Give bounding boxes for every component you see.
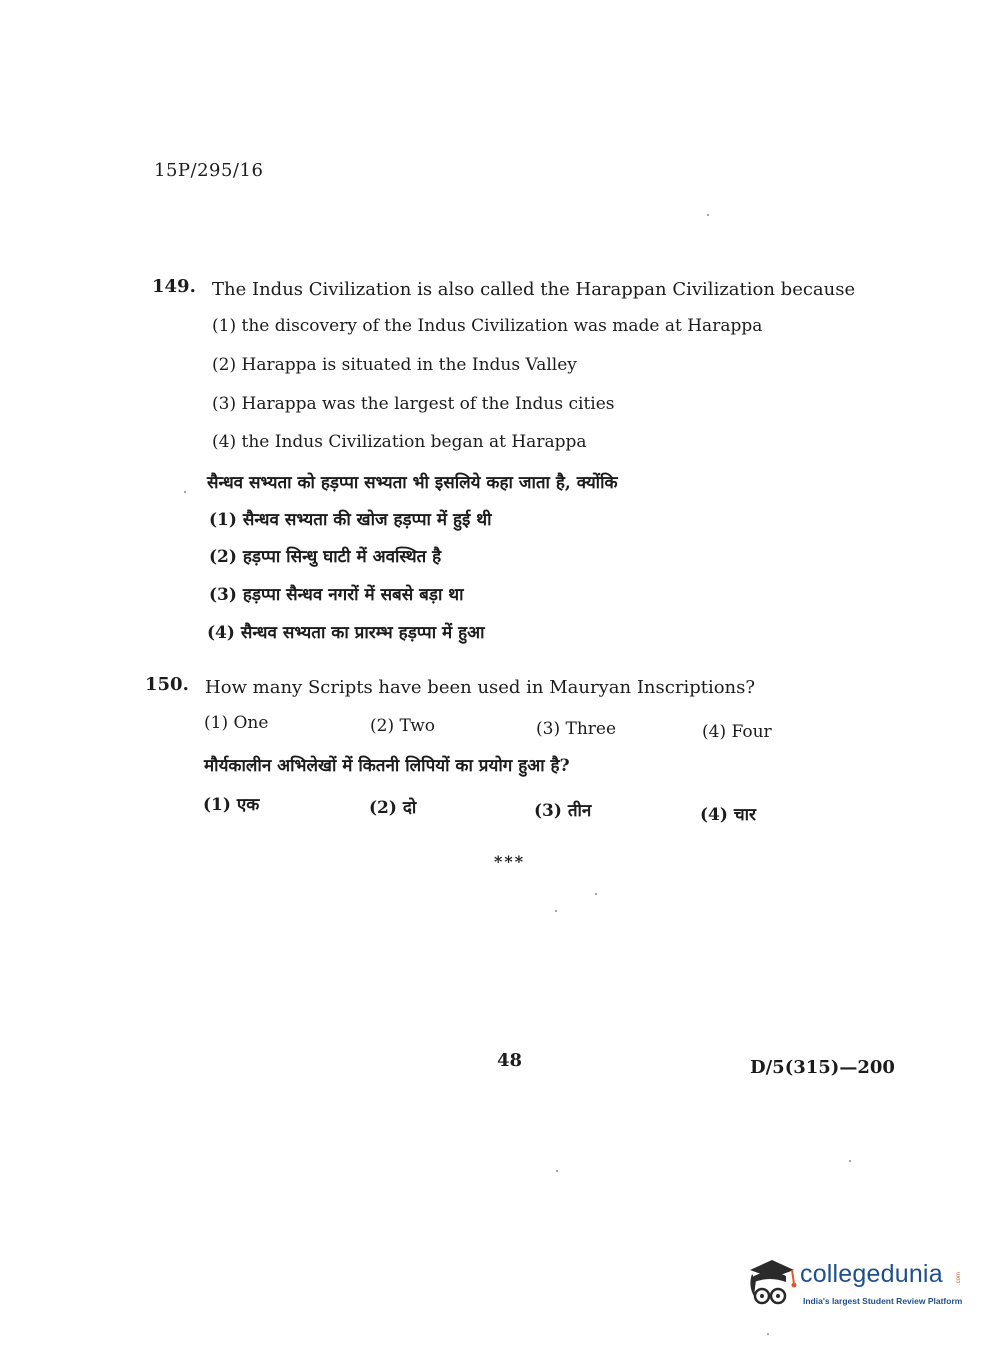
option-number: (4) bbox=[700, 805, 728, 825]
question-149-option-2-hi bbox=[209, 544, 441, 567]
option-text: One bbox=[233, 713, 269, 733]
option-number: (1) bbox=[203, 795, 231, 815]
option-number: (4) bbox=[702, 722, 727, 742]
logo-wordmark: collegedunia bbox=[800, 1260, 943, 1288]
question-150-option-1-en bbox=[204, 713, 268, 733]
scan-speck bbox=[707, 214, 709, 216]
option-number: (2) bbox=[209, 547, 237, 567]
option-text: the discovery of the Indus Civilization was made at Harappa bbox=[241, 316, 763, 336]
question-150-option-3-en bbox=[536, 719, 616, 739]
question-149-option-1-hi bbox=[209, 507, 492, 530]
option-number: (3) bbox=[536, 719, 561, 739]
end-of-section-marker: *** bbox=[494, 852, 526, 871]
scan-speck bbox=[767, 1333, 769, 1335]
option-number: (4) bbox=[207, 623, 235, 643]
option-text: Two bbox=[399, 716, 436, 736]
option-text: दो bbox=[402, 798, 417, 818]
option-number: (3) bbox=[534, 801, 562, 821]
question-149-option-2-en bbox=[212, 355, 577, 375]
question-149-text-hi: सैन्धव सभ्यता को हड़प्पा सभ्यता भी इसलिये कहा जाता है, क्योंकि bbox=[207, 473, 618, 493]
scan-speck bbox=[595, 893, 597, 895]
question-149-option-4-hi bbox=[207, 620, 485, 643]
question-150-text-hi: मौर्यकालीन अभिलेखों में कितनी लिपियों का प्रयोग हुआ है? bbox=[204, 756, 570, 776]
question-149-option-4-en bbox=[212, 432, 586, 452]
question-number-150: 150. bbox=[145, 674, 189, 695]
option-number: (3) bbox=[209, 585, 237, 605]
option-text: तीन bbox=[567, 801, 592, 821]
question-149-option-1-en bbox=[212, 316, 762, 336]
page-number: 48 bbox=[497, 1050, 523, 1071]
option-number: (2) bbox=[370, 716, 395, 736]
option-text: सैन्धव सभ्यता की खोज हड़प्पा में हुई थी bbox=[242, 510, 492, 530]
paper-code: 15P/295/16 bbox=[154, 160, 264, 181]
mascot-icon bbox=[742, 1256, 798, 1312]
option-number: (2) bbox=[369, 798, 397, 818]
option-number: (2) bbox=[212, 355, 237, 375]
option-text: Harappa is situated in the Indus Valley bbox=[241, 355, 577, 375]
question-150-option-1-hi bbox=[203, 792, 259, 815]
question-150-option-2-en bbox=[370, 716, 435, 736]
option-text: सैन्धव सभ्यता का प्रारम्भ हड़प्पा में हुआ bbox=[240, 623, 485, 643]
option-number: (4) bbox=[212, 432, 237, 452]
option-text: the Indus Civilization began at Harappa bbox=[241, 432, 587, 452]
scan-speck bbox=[849, 1160, 851, 1162]
question-149-option-3-hi bbox=[209, 582, 464, 605]
option-number: (1) bbox=[212, 316, 237, 336]
question-150-option-4-en bbox=[702, 722, 772, 742]
option-number: (1) bbox=[209, 510, 237, 530]
logo-tagline: India's largest Student Review Platform bbox=[803, 1296, 963, 1306]
scan-speck bbox=[184, 491, 186, 493]
question-150-option-2-hi bbox=[369, 795, 416, 818]
option-text: Four bbox=[731, 722, 772, 742]
footer-code: D/5(315)—200 bbox=[750, 1057, 895, 1078]
option-text: Harappa was the largest of the Indus cities bbox=[241, 394, 615, 414]
option-text: हड़प्पा सैन्धव नगरों में सबसे बड़ा था bbox=[242, 585, 464, 605]
logo-domain-suffix: .com bbox=[956, 1272, 962, 1286]
option-text: एक bbox=[236, 795, 260, 815]
scan-speck bbox=[556, 1170, 558, 1172]
question-149-option-3-en bbox=[212, 394, 615, 414]
question-149-text-en: The Indus Civilization is also called the Harappan Civilization because bbox=[212, 279, 856, 300]
option-number: (3) bbox=[212, 394, 237, 414]
question-150-option-4-hi bbox=[700, 802, 756, 825]
option-text: हड़प्पा सिन्धु घाटी में अवस्थित है bbox=[242, 547, 442, 567]
question-number-149: 149. bbox=[152, 276, 196, 297]
question-150-option-3-hi bbox=[534, 798, 591, 821]
option-text: Three bbox=[565, 719, 617, 739]
question-150-text-en: How many Scripts have been used in Mauryan Inscriptions? bbox=[205, 677, 756, 698]
collegedunia-logo bbox=[742, 1248, 972, 1318]
option-text: चार bbox=[733, 805, 756, 825]
scan-speck bbox=[555, 910, 557, 912]
option-number: (1) bbox=[204, 713, 229, 733]
